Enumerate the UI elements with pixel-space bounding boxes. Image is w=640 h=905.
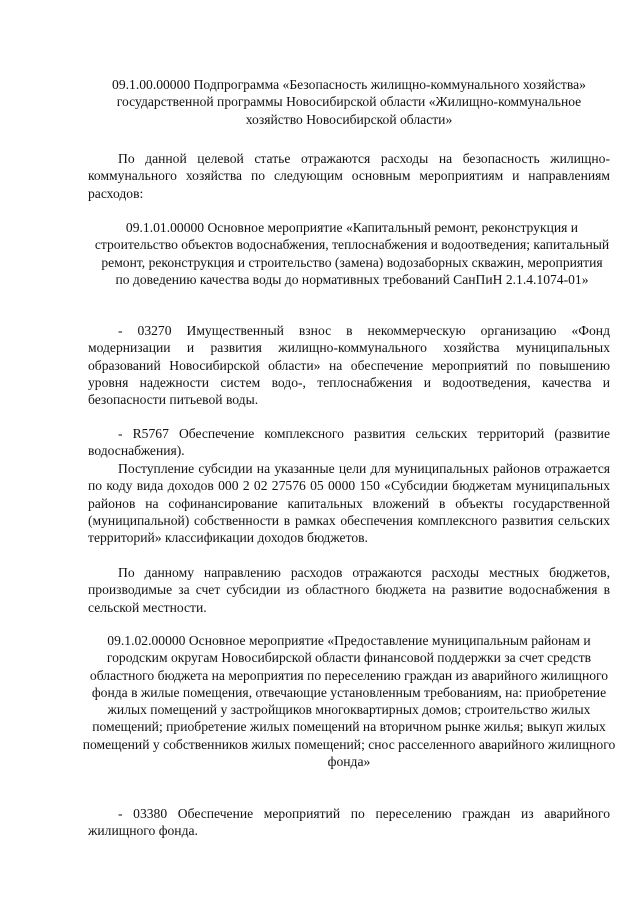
event-1-heading: 09.1.01.00000 Основное мероприятие «Капитальный ремонт, реконструкция и строительство объектов водоснабжения, теплоснабжения и водоотведения; капитальный ремонт, реконструкция и строительство (замена) водозаборных скважин, мероприятия по доведению качества воды до нормативных требований СанПиН 2.1.4.1074-01» — [94, 220, 610, 287]
event-2-heading: 09.1.02.00000 Основное мероприятие «Предоставление муниципальным районам и городским округам Новосибирской области финансовой поддержки за счет средств областного бюджета на мероприятия по переселению граждан из аварийного жилищного фонда в жилые помещения, отвечающие установленным требованиям, на: приобретение жилых помещений у застройщиков многоквартирных домов; строительство жилых помещений; приобретение жилых помещений на вторичном рынке жилья; выкуп жилых помещений у собственников жилых помещений; снос расселенного аварийного жилищного фонда» — [82, 633, 616, 770]
item-r5767: - R5767 Обеспечение комплексного развития сельских территорий (развитие водоснабжения). — [88, 426, 610, 459]
item-r5767-income: Поступление субсидии на указанные цели для муниципальных районов отражается по коду вида доходов 000 2 02 27576 05 0000 150 «Субсидии бюджетам муниципальных районов на софинансирование капитальных вложений в объекты государственной (муниципальной) собственности в рамках обеспечения комплексного развития сельских территорий» классификации доходов бюджетов. — [88, 461, 610, 546]
item-r5767-expense: По данному направлению расходов отражаются расходы местных бюджетов, производимые за счет субсидии из областного бюджета на развитие водоснабжения в сельской местности. — [88, 565, 610, 615]
intro-paragraph: По данной целевой статье отражаются расходы на безопасность жилищно-коммунального хозяйства по следующим основным мероприятиям и направлениям расходов: — [88, 151, 610, 201]
item-03380: - 03380 Обеспечение мероприятий по переселению граждан из аварийного жилищного фонда. — [88, 806, 610, 839]
subprogram-heading: 09.1.00.00000 Подпрограмма «Безопасность жилищно-коммунального хозяйства» государственной программы Новосибирской области «Жилищно-коммунальное хозяйство Новосибирской области» — [112, 77, 586, 127]
item-03270: - 03270 Имущественный взнос в некоммерческую организацию «Фонд модернизации и развития жилищно-коммунального хозяйства муниципальных образований Новосибирской области» на обеспечение мероприятий по повышению уровня надежности систем водо-, теплоснабжения и водоотведения, качества и безопасности питьевой воды. — [88, 323, 610, 408]
